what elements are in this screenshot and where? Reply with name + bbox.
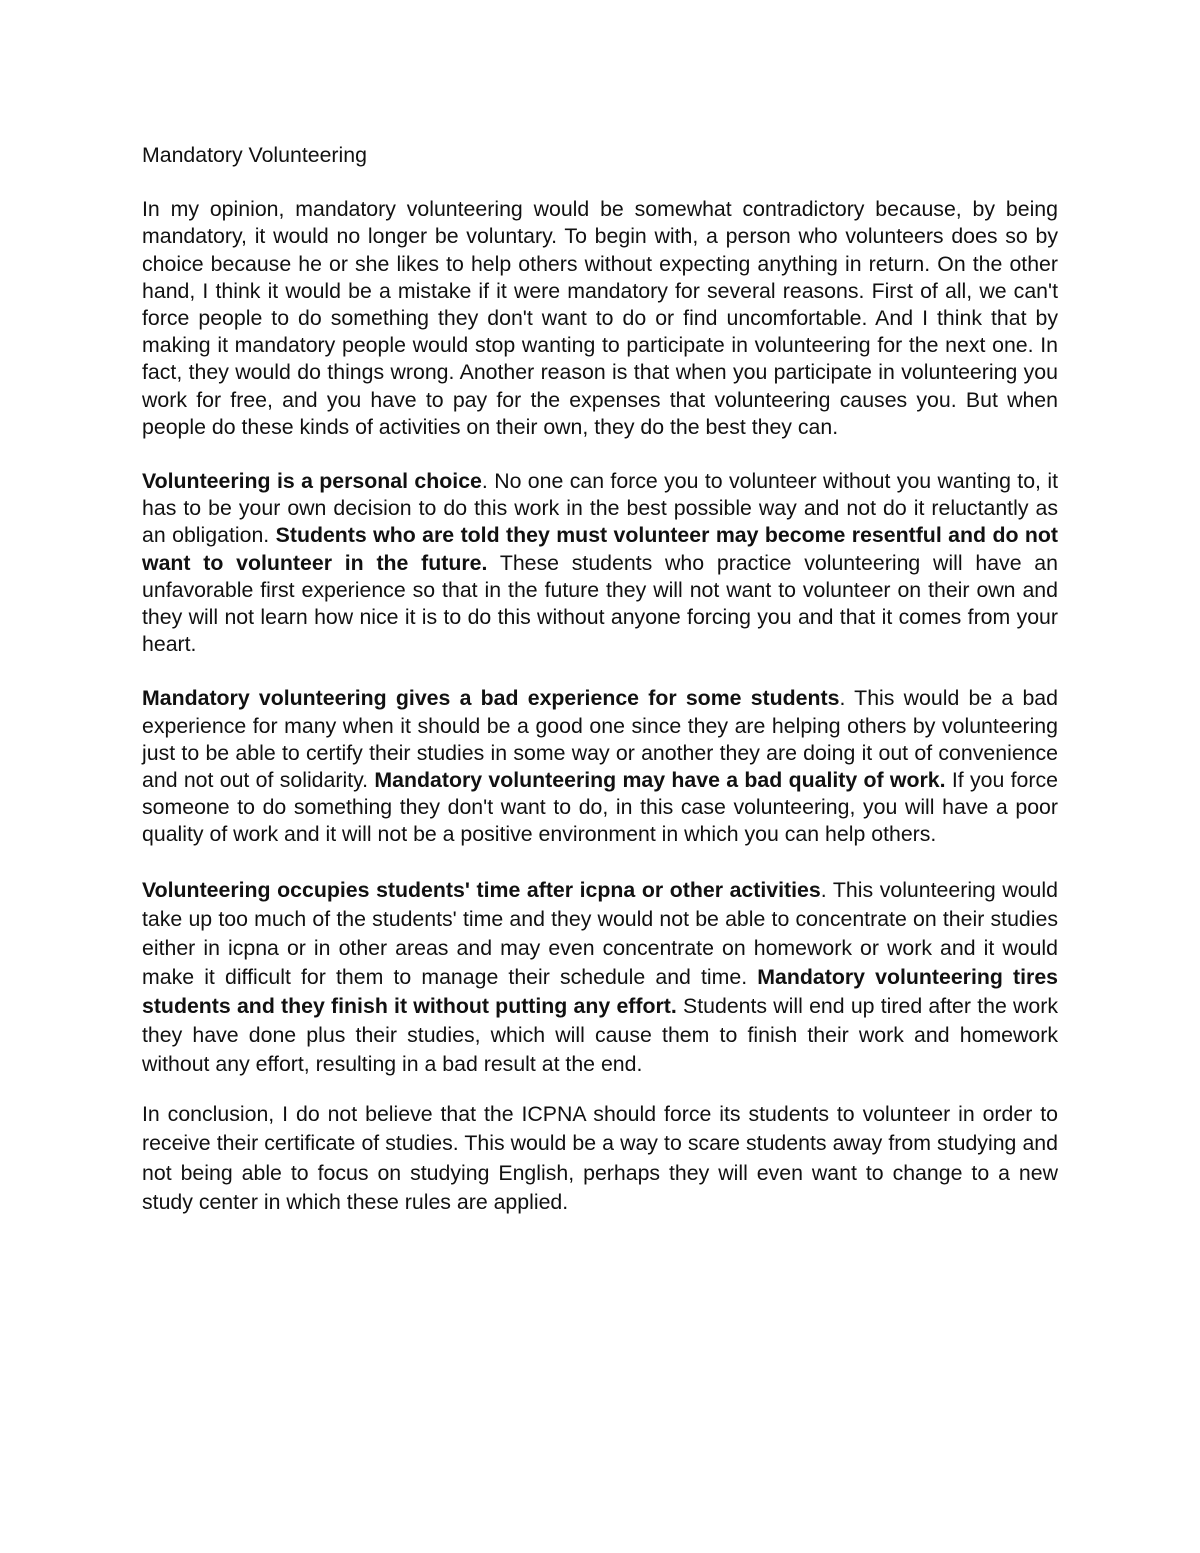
paragraph-bad-experience — [142, 685, 1058, 848]
paragraph-text: . This volunteering would take up too much of the students' time and they would not be able to concentrate on their studies either in icpna or in other areas and may even concentrate on homework or work and it would make it difficult for them to manage their schedule and time. — [142, 877, 1058, 989]
paragraph-text: Students will end up tired after the work they have done plus their studies, which will cause them to finish their work and homework without any effort, resulting in a bad result at the end. — [142, 993, 1058, 1076]
paragraph-text: If you force someone to do something they don't want to do, in this case volunteering, you will have a poor quality of work and it will not be a positive environment in which you can help others. — [142, 768, 1058, 847]
paragraph-occupies-time — [142, 876, 1058, 1079]
bold-claim: Students who are told they must volunteer may become resentful and do not want to volunteer in the future. — [142, 523, 1058, 575]
paragraph-conclusion — [142, 1100, 1058, 1218]
document-title: Mandatory Volunteering — [142, 143, 367, 167]
paragraph-text: . This would be a bad experience for many when it should be a good one since they are helping others by volunteering just to be able to certify their studies in some way or another they are doing it out of convenience and not out of solidarity. — [142, 686, 1059, 793]
bold-claim: Volunteering is a personal choice — [142, 469, 482, 494]
paragraph-text: In conclusion, I do not believe that the ICPNA should force its students to volunteer in order to receive their certificate of studies. This would be a way to scare students away from studying and not being able to focus on studying English, perhaps they will even want to change to a new study center in which these rules are applied. — [142, 1101, 1058, 1215]
bold-claim: Mandatory volunteering may have a bad quality of work. — [374, 768, 946, 793]
paragraph-personal-choice — [142, 468, 1058, 658]
paragraph-intro — [142, 196, 1058, 441]
document-page — [142, 142, 1058, 1245]
paragraph-text: . No one can force you to volunteer without you wanting to, it has to be your own decision to do this work in the best possible way and not do it reluctantly as an obligation. — [142, 469, 1058, 548]
paragraph-text: These students who practice volunteering will have an unfavorable first experience so that in the future they will not want to volunteer on their own and they will not learn how nice it is to do this without anyone forcing you and that it comes from your heart. — [142, 550, 1058, 657]
bold-claim: Mandatory volunteering tires students and they finish it without putting any effort. — [142, 964, 1059, 1018]
bold-claim: Mandatory volunteering gives a bad experience for some students — [142, 686, 840, 711]
paragraph-text: In my opinion, mandatory volunteering would be somewhat contradictory because, by being mandatory, it would no longer be voluntary. To begin with, a person who volunteers does so by choice because he or she likes to help others without expecting anything in return. On the other hand, I think it would be a mistake if it were mandatory for several reasons. First of all, we can't force people to do something they don't want to do or find uncomfortable. And I think that by making it mandatory people would stop wanting to participate in volunteering for the next one. In fact, they would do things wrong. Another reason is that when you participate in volunteering you work for free, and you have to pay for the expenses that volunteering causes you. But when people do these kinds of activities on their own, they do the best they can. — [142, 197, 1058, 439]
bold-claim: Volunteering occupies students' time after icpna or other activities — [142, 877, 821, 902]
